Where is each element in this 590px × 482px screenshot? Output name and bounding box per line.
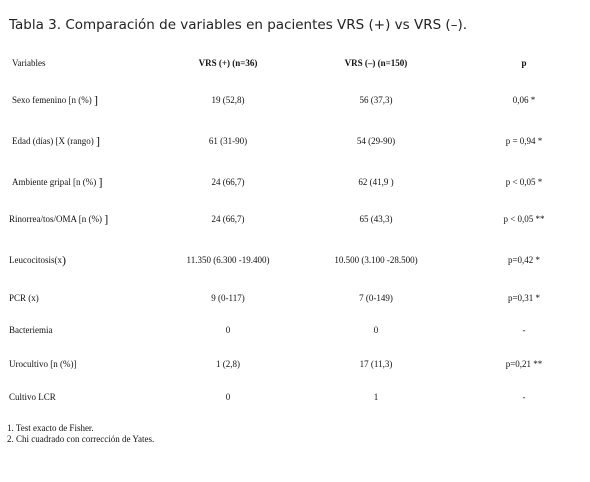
table-row xyxy=(0,389,590,405)
row-variable xyxy=(12,133,100,149)
row-vrs-positive: 11.350 (6.300 -19.400) xyxy=(186,255,270,265)
row-vrs-positive: 1 (2,8) xyxy=(216,359,240,369)
row-variable xyxy=(12,92,98,108)
row-p-value: p < 0,05 ** xyxy=(503,214,545,224)
row-variable xyxy=(12,174,102,190)
table-row xyxy=(0,356,590,372)
row-p-value: p=0,31 * xyxy=(507,293,541,303)
row-vrs-positive: 61 (31-90) xyxy=(208,136,248,146)
row-variable: Urocultivo [n (%)] xyxy=(9,359,77,369)
row-p-value: 0,06 * xyxy=(512,95,536,105)
variable-bracket: ] xyxy=(98,175,103,189)
footnote: 2. Chi cuadrado con corrección de Yates. xyxy=(7,434,155,444)
row-p-value: p < 0,05 * xyxy=(505,177,543,187)
header-variables: Variables xyxy=(12,58,46,68)
row-vrs-positive: 24 (66,7) xyxy=(211,214,245,224)
variable-label: Ambiente gripal [n (%) xyxy=(12,177,97,187)
table-row xyxy=(0,174,590,190)
row-vrs-positive: 19 (52,8) xyxy=(211,95,245,105)
row-vrs-negative: 7 (0-149) xyxy=(359,293,393,303)
header-vrs-positive: VRS (+) (n=36) xyxy=(198,58,258,68)
row-vrs-negative: 0 xyxy=(373,325,379,335)
row-vrs-positive: 0 xyxy=(225,325,231,335)
variable-label: Rinorrea/tos/OMA [n (%) xyxy=(9,214,102,224)
table-row xyxy=(0,290,590,306)
row-variable xyxy=(9,211,108,227)
row-p-value: p = 0,94 * xyxy=(505,136,543,146)
row-vrs-negative: 54 (29-90) xyxy=(356,136,396,146)
row-vrs-positive: 0 xyxy=(225,392,231,402)
row-variable: Cultivo LCR xyxy=(9,392,56,402)
row-variable: PCR (x) xyxy=(9,293,39,303)
row-vrs-positive: 9 (0-117) xyxy=(211,293,245,303)
table-header-row xyxy=(0,55,590,71)
variable-label: Leucocitosis(x xyxy=(9,255,62,265)
variable-label: Edad (días) [X (rango) xyxy=(12,136,94,146)
table-row xyxy=(0,322,590,338)
row-p-value: - xyxy=(522,392,526,402)
variable-bracket: ] xyxy=(95,134,100,148)
row-variable: Bacteriemia xyxy=(9,325,53,335)
row-vrs-negative: 62 (41,9 ) xyxy=(358,177,394,187)
table-row xyxy=(0,133,590,149)
row-variable xyxy=(9,252,66,268)
row-vrs-negative: 17 (11,3) xyxy=(359,359,393,369)
variable-label: Sexo femenino [n (%) xyxy=(12,95,92,105)
row-vrs-negative: 56 (37,3) xyxy=(359,95,393,105)
table-row xyxy=(0,211,590,227)
variable-bracket: ) xyxy=(62,253,66,267)
row-vrs-negative: 65 (43,3) xyxy=(359,214,393,224)
row-p-value: p=0,21 ** xyxy=(505,359,543,369)
row-vrs-negative: 10.500 (3.100 -28.500) xyxy=(334,255,418,265)
variable-bracket: ] xyxy=(104,212,109,226)
row-vrs-positive: 24 (66,7) xyxy=(211,177,245,187)
variable-bracket: ] xyxy=(93,93,98,107)
footnote: 1. Test exacto de Fisher. xyxy=(7,423,94,433)
row-p-value: - xyxy=(522,325,526,335)
header-vrs-negative: VRS (–) (n=150) xyxy=(344,58,408,68)
row-vrs-negative: 1 xyxy=(373,392,379,402)
header-p-value: p xyxy=(521,58,527,68)
table-footnotes xyxy=(7,423,154,445)
row-p-value: p=0,42 * xyxy=(507,255,541,265)
table-row xyxy=(0,252,590,268)
table-title: Tabla 3. Comparación de variables en pacientes VRS (+) vs VRS (–). xyxy=(9,17,468,33)
table-row xyxy=(0,92,590,108)
